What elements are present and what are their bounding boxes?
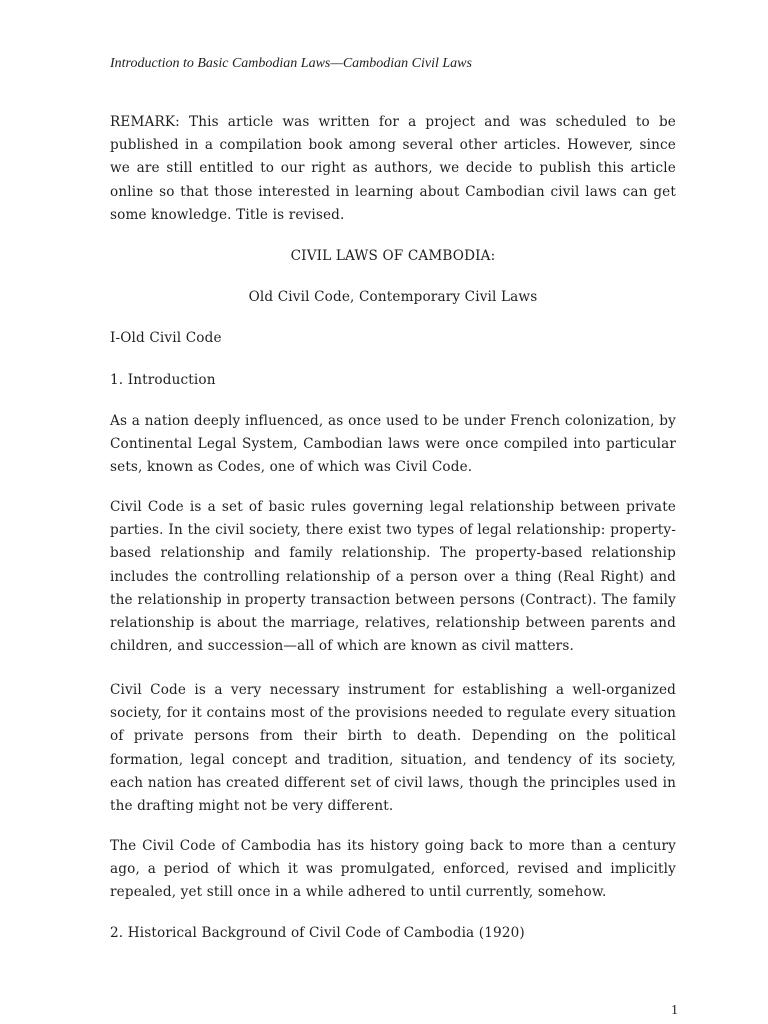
document-title: CIVIL LAWS OF CAMBODIA: xyxy=(290,248,496,264)
document-subtitle: Old Civil Code, Contemporary Civil Laws xyxy=(248,289,538,305)
page-number: 1 xyxy=(671,1003,678,1018)
remark-paragraph: REMARK: This article was written for a project and was scheduled to be published in a compilation book among several other articles. However, since we are still entitled to our right as authors, we decide to publish this article online so that those interested in learning about Cambodian civil laws can get some knowledge. Title is revised. xyxy=(110,114,676,223)
subsection-heading-introduction: 1. Introduction xyxy=(110,372,216,388)
subsection-heading-historical-background: 2. Historical Background of Civil Code of Cambodia (1920) xyxy=(110,925,525,941)
running-header: Introduction to Basic Cambodian Laws—Cambodian Civil Laws xyxy=(110,56,472,71)
paragraph-civil-code-purpose: Civil Code is a very necessary instrument for establishing a well-organized society, for it contains most of the provisions needed to regulate every situation of private persons from their birth to death. Depending on the political formation, legal concept and tradition, situation, and tendency of its society, each nation has created different set of civil laws, though the principles used in the drafting might not be very different. xyxy=(110,682,676,815)
paragraph-civil-code-history: The Civil Code of Cambodia has its history going back to more than a century ago, a period of which it was promulgated, enforced, revised and implicitly repealed, yet still once in a while adhered to until currently, somehow. xyxy=(110,838,676,901)
paragraph-civil-code-definition: Civil Code is a set of basic rules governing legal relationship between private parties. In the civil society, there exist two types of legal relationship: property-based relationship and family relationship. The property-based relationship includes the controlling relationship of a person over a thing (Real Right) and the relationship in property transaction between persons (Contract). The family relationship is about the marriage, relatives, relationship between parents and children, and succession—all of which are known as civil matters. xyxy=(110,499,676,655)
section-heading-old-civil-code: I-Old Civil Code xyxy=(110,330,222,346)
paragraph-colonial-influence: As a nation deeply influenced, as once used to be under French colonization, by Continental Legal System, Cambodian laws were once compiled into particular sets, known as Codes, one of which was Civil Code. xyxy=(110,413,676,476)
